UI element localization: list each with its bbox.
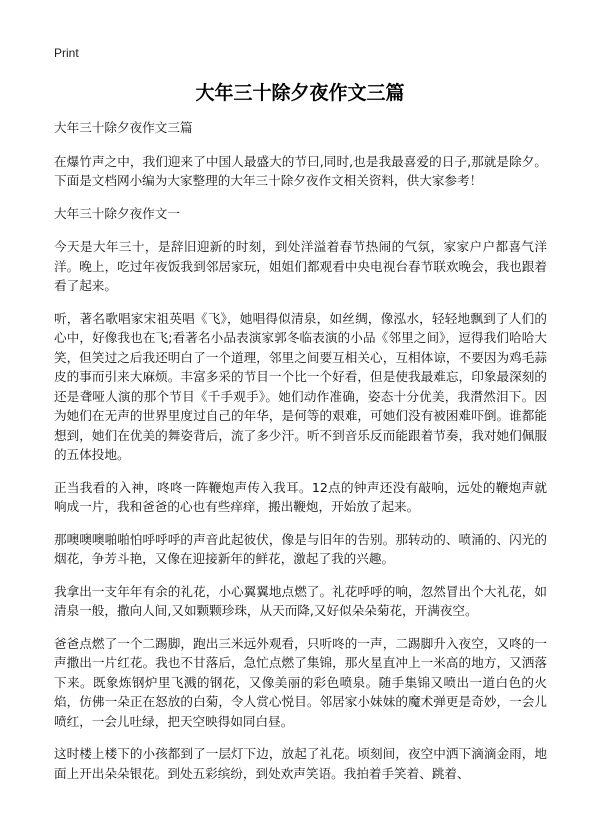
- body-paragraph: 正当我看的入神，咚咚一阵鞭炮声传入我耳。12点的钟声还没有敲响，远处的鞭炮声就响成一片，我和爸爸的心也有些痒痒，搬出鞭炮，开始放了起来。: [54, 479, 547, 514]
- body-paragraph: 爸爸点燃了一个二踢脚，跑出三米远外观看，只听咚的一声，二踢脚升入夜空，又咚的一声撒出一片红花。我也不甘落后，急忙点燃了集锦，那火星直冲上一米高的地方，又洒落下来。既象炼钢炉里飞溅的钢花，又像美丽的彩色喷泉。随手集锦又喷出一道白色的火焰，仿佛一朵正在怒放的白菊，令人赏心悦目。邻居家小妹妹的魔术弹更是奇妙，一会儿喷红，一会儿吐绿，把天空映得如同白昼。: [54, 635, 547, 729]
- body-paragraph: 我拿出一支年年有余的礼花，小心翼翼地点燃了。礼花呼呼的响，忽然冒出个大礼花，如清泉一般，撒向人间,又如颗颗珍珠，从天而降,又好似朵朵菊花，开满夜空。: [54, 583, 547, 618]
- intro-paragraph: 在爆竹声之中，我们迎来了中国人最盛大的节曰,同时,也是我最喜爱的日子,那就是除夕。下面是文档网小编为大家整理的大年三十除夕夜作文相关资料，供大家参考！: [54, 153, 547, 188]
- page-title: 大年三十除夕夜作文三篇: [195, 82, 405, 104]
- body-paragraph: 那噢噢噢啪啪怕呼呼呼的声音此起彼伏，像是与旧年的告别。那转动的、喷涌的、闪光的烟花，争芳斗艳，又像在迎接新年的鲜花，激起了我的兴趣。: [54, 531, 547, 566]
- document-subtitle: 大年三十除夕夜作文三篇: [54, 120, 193, 135]
- document-body: [54, 118, 547, 796]
- body-paragraph: 听，著名歌唱家宋祖英唱《飞》，她唱得似清泉，如丝绸，像泓水，轻轻地飘到了人们的心中，好像我也在飞;看著名小品表演家郭冬临表演的小品《邻里之间》，逗得我们哈哈大笑，但笑过之后我还明白了一个道理，邻里之间要互相关心，互相体谅，不要因为鸡毛蒜皮的事而引来大麻烦。丰富多采的节目一个比一个好看，但是使我最难忘，印象最深刻的还是聋哑人演的那个节目《千手观手》。她们动作准确，姿态十分优美，我潸然泪下。因为她们在无声的世界里度过自己的年华，是何等的艰难，可她们没有被困难吓倒。谁都能想到，她们在优美的舞姿背后，流了多少汗。听不到音乐反而能跟着节奏，我对她们佩服的五体投地。: [54, 310, 547, 462]
- section-heading: 大年三十除夕夜作文一: [54, 205, 180, 221]
- body-paragraph: 这时楼上楼下的小孩都到了一层灯下边，放起了礼花。顷刻间，夜空中洒下滴滴金雨，地面上开出朵朵银花。到处五彩缤纷，到处欢声笑语。我拍着手笑着、跳着、: [54, 746, 547, 781]
- body-paragraph: 今天是大年三十，是辞旧迎新的时刻，到处洋溢着春节热闹的气氛，家家户户都喜气洋洋。晚上，吃过年夜饭我到邻居家玩，姐姐们都观看中央电视台春节联欢晚会，我也跟着看了起来。: [54, 239, 547, 293]
- print-link[interactable]: Print: [54, 46, 79, 60]
